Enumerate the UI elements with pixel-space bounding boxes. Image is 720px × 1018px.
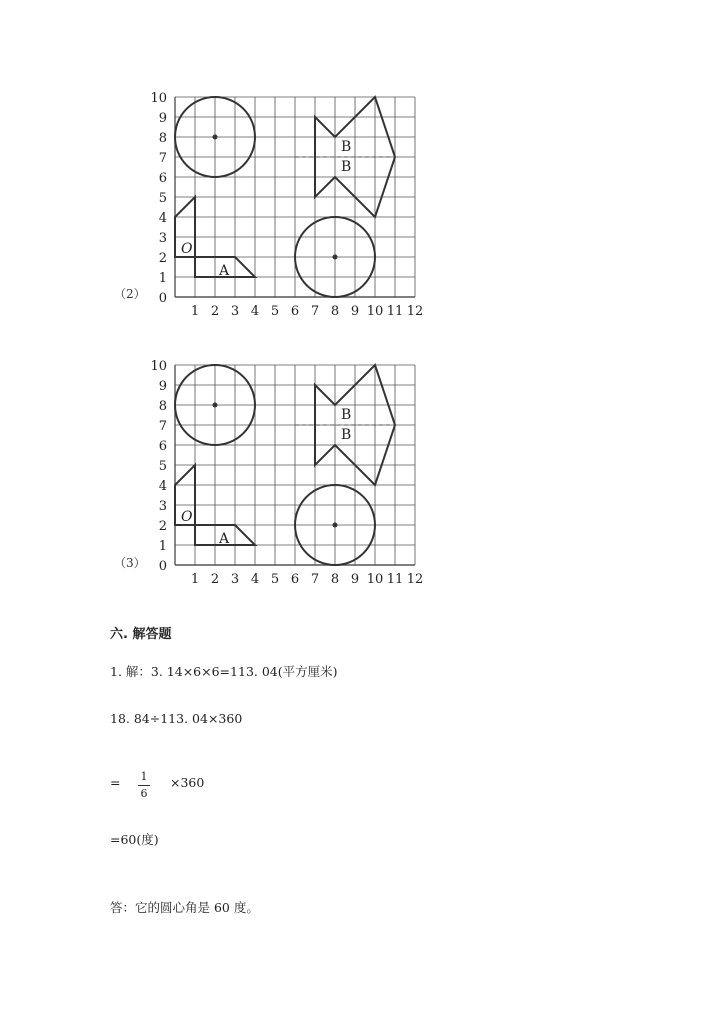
y-tick-label: 6 — [158, 171, 167, 186]
answer-line: 答：它的圆心角是 60 度。 — [110, 900, 259, 915]
x-tick-label: 11 — [386, 572, 404, 587]
y-tick-label: 8 — [158, 131, 167, 146]
y-tick-label: 8 — [158, 399, 167, 414]
y-tick-label: 6 — [158, 439, 167, 454]
y-tick-label: 7 — [158, 419, 167, 434]
x-tick-label: 7 — [310, 304, 320, 319]
x-tick-label: 5 — [270, 572, 280, 587]
figure-3 — [0, 358, 720, 608]
x-tick-label: 3 — [230, 572, 240, 587]
y-tick-label: 7 — [158, 151, 167, 166]
y-tick-label: 3 — [158, 231, 167, 246]
grid-figure-2 — [0, 90, 720, 340]
fraction-numerator: 1 — [140, 770, 148, 783]
x-tick-label: 11 — [386, 304, 404, 319]
y-tick-label: 0 — [158, 559, 167, 574]
x-tick-label: 9 — [350, 572, 360, 587]
fraction-denominator: 6 — [140, 787, 148, 800]
y-tick-label: 0 — [158, 291, 167, 306]
x-tick-label: 10 — [366, 572, 384, 587]
x-tick-label: 12 — [406, 304, 424, 319]
x-tick-label: 6 — [290, 572, 300, 587]
label-B-bottom: B — [341, 159, 352, 175]
x-tick-label: 6 — [290, 304, 300, 319]
label-A: A — [219, 531, 230, 547]
circle-bottom-right-center — [333, 523, 338, 528]
y-tick-label: 10 — [150, 91, 167, 106]
x-tick-label: 8 — [330, 572, 340, 587]
x-tick-label: 8 — [330, 304, 340, 319]
circle-top-left-center — [213, 135, 218, 140]
solution-line-4: =60(度) — [110, 832, 159, 847]
y-tick-label: 4 — [158, 479, 167, 494]
grid-figure-3 — [0, 358, 720, 608]
x-tick-label: 4 — [250, 304, 260, 319]
x-tick-label: 1 — [190, 572, 200, 587]
figure-3-label: （3） — [114, 556, 146, 570]
y-tick-label: 9 — [158, 379, 167, 394]
y-tick-label: 4 — [158, 211, 167, 226]
solution-line-3-eq: = — [110, 775, 121, 790]
x-tick-label: 3 — [230, 304, 240, 319]
y-tick-label: 1 — [158, 271, 167, 286]
x-tick-label: 4 — [250, 572, 260, 587]
y-tick-label: 2 — [158, 519, 167, 534]
label-O: O — [181, 241, 193, 257]
x-tick-label: 2 — [210, 304, 220, 319]
section-title: 六. 解答题 — [110, 627, 172, 642]
y-tick-label: 3 — [158, 499, 167, 514]
x-tick-label: 2 — [210, 572, 220, 587]
label-B-bottom: B — [341, 427, 352, 443]
solution-line-3-rest: ×360 — [170, 775, 205, 790]
y-tick-label: 2 — [158, 251, 167, 266]
y-tick-label: 5 — [158, 191, 167, 206]
circle-bottom-right-center — [333, 255, 338, 260]
x-tick-label: 1 — [190, 304, 200, 319]
label-B-top: B — [341, 139, 352, 155]
circle-top-left-center — [213, 403, 218, 408]
x-tick-label: 7 — [310, 572, 320, 587]
y-tick-label: 1 — [158, 539, 167, 554]
fraction-bar — [138, 785, 150, 786]
x-tick-label: 9 — [350, 304, 360, 319]
y-tick-label: 10 — [150, 359, 167, 374]
x-tick-label: 12 — [406, 572, 424, 587]
fraction-one-sixth — [138, 770, 150, 801]
y-tick-label: 5 — [158, 459, 167, 474]
label-A: A — [219, 263, 230, 279]
label-O: O — [181, 509, 193, 525]
x-tick-label: 10 — [366, 304, 384, 319]
solution-line-1: 1. 解：3. 14×6×6=113. 04(平方厘米) — [110, 664, 338, 679]
label-B-top: B — [341, 407, 352, 423]
figure-2-label: （2） — [114, 287, 146, 301]
figure-2 — [0, 90, 720, 340]
solution-line-2: 18. 84÷113. 04×360 — [110, 711, 243, 726]
x-tick-label: 5 — [270, 304, 280, 319]
y-tick-label: 9 — [158, 111, 167, 126]
